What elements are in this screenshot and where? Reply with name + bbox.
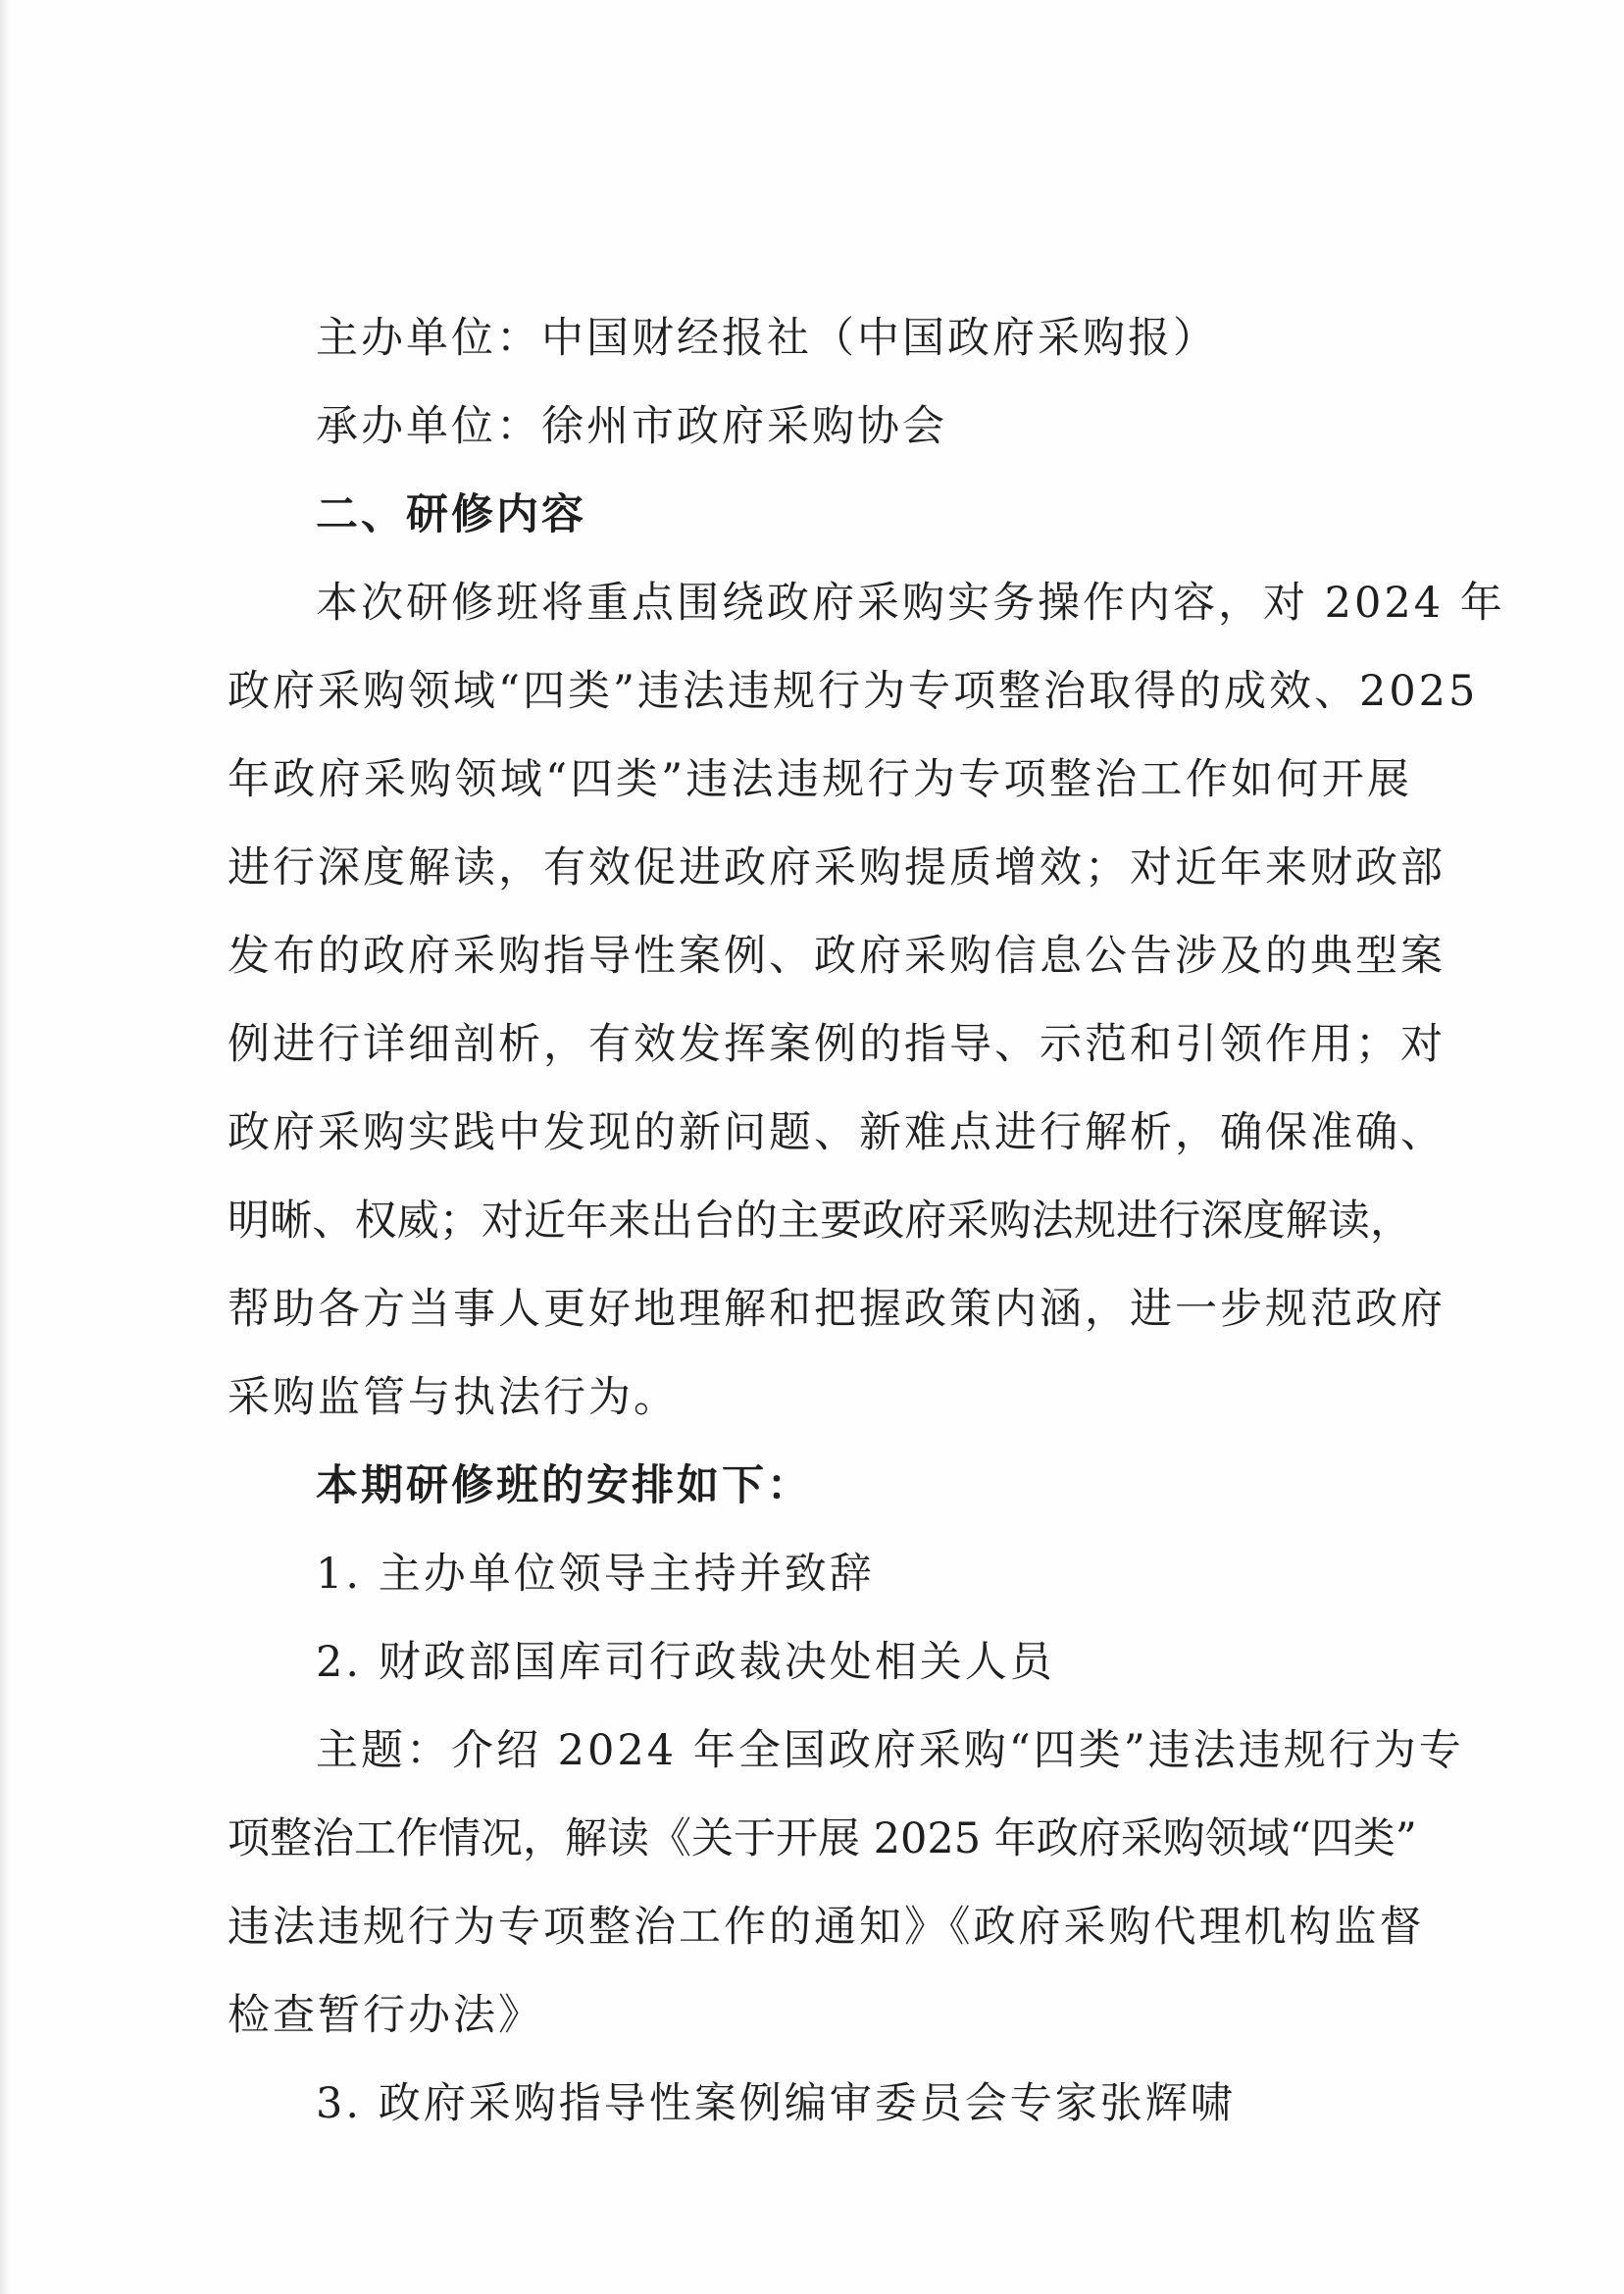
section-paragraph xyxy=(228,559,1505,1442)
section-heading: 二、研修内容 xyxy=(316,490,586,539)
paragraph-line: 进行深度解读，有效促进政府采购提质增效；对近年来财政部 xyxy=(228,843,1446,892)
schedule-item-3: 3. 政府采购指导性案例编审委员会专家张辉啸 xyxy=(316,2079,1236,2128)
topic-line: 项整治工作情况，解读《关于开展 2025 年政府采购领域“四类” xyxy=(228,1814,1417,1863)
topic-paragraph xyxy=(228,1707,1464,2060)
paragraph-line: 政府采购领域“四类”违法违规行为专项整治取得的成效、2025 xyxy=(228,667,1479,716)
co-organizer-label: 承办单位： xyxy=(316,402,541,451)
host-organizer-label: 主办单位： xyxy=(316,314,541,363)
paragraph-line: 本次研修班将重点围绕政府采购实务操作内容，对 2024 年 xyxy=(316,579,1505,628)
schedule-heading: 本期研修班的安排如下： xyxy=(316,1461,812,1510)
schedule-item-1: 1. 主办单位领导主持并致辞 xyxy=(316,1550,875,1599)
scan-edge-shadow xyxy=(0,0,10,2294)
paragraph-line: 例进行详细剖析，有效发挥案例的指导、示范和引领作用；对 xyxy=(228,1020,1446,1069)
document-body xyxy=(228,294,1505,2148)
paragraph-line: 发布的政府采购指导性案例、政府采购信息公告涉及的典型案 xyxy=(228,932,1446,981)
host-organizer-line xyxy=(228,294,1412,382)
paragraph-line: 帮助各方当事人更好地理解和把握政策内涵，进一步规范政府 xyxy=(228,1285,1446,1334)
co-organizer-value: 徐州市政府采购协会 xyxy=(541,402,947,451)
topic-line: 检查暂行办法》 xyxy=(228,1991,543,2040)
paragraph-line: 年政府采购领域“四类”违法违规行为专项整治工作如何开展 xyxy=(228,755,1412,804)
topic-line: 违法违规行为专项整治工作的通知》《政府采购代理机构监督 xyxy=(228,1903,1425,1952)
paragraph-line: 政府采购实践中发现的新问题、新难点进行解析，确保准确、 xyxy=(228,1108,1446,1157)
topic-line: 主题：介绍 2024 年全国政府采购“四类”违法违规行为专 xyxy=(316,1726,1464,1775)
schedule-item-2: 2. 财政部国库司行政裁决处相关人员 xyxy=(316,1638,1055,1687)
paragraph-line: 明晰、权威；对近年来出台的主要政府采购法规进行深度解读， xyxy=(228,1197,1412,1246)
paragraph-line: 采购监管与执法行为。 xyxy=(228,1373,679,1422)
co-organizer-line xyxy=(228,382,1412,471)
host-organizer-value: 中国财经报社（中国政府采购报） xyxy=(541,314,1218,363)
